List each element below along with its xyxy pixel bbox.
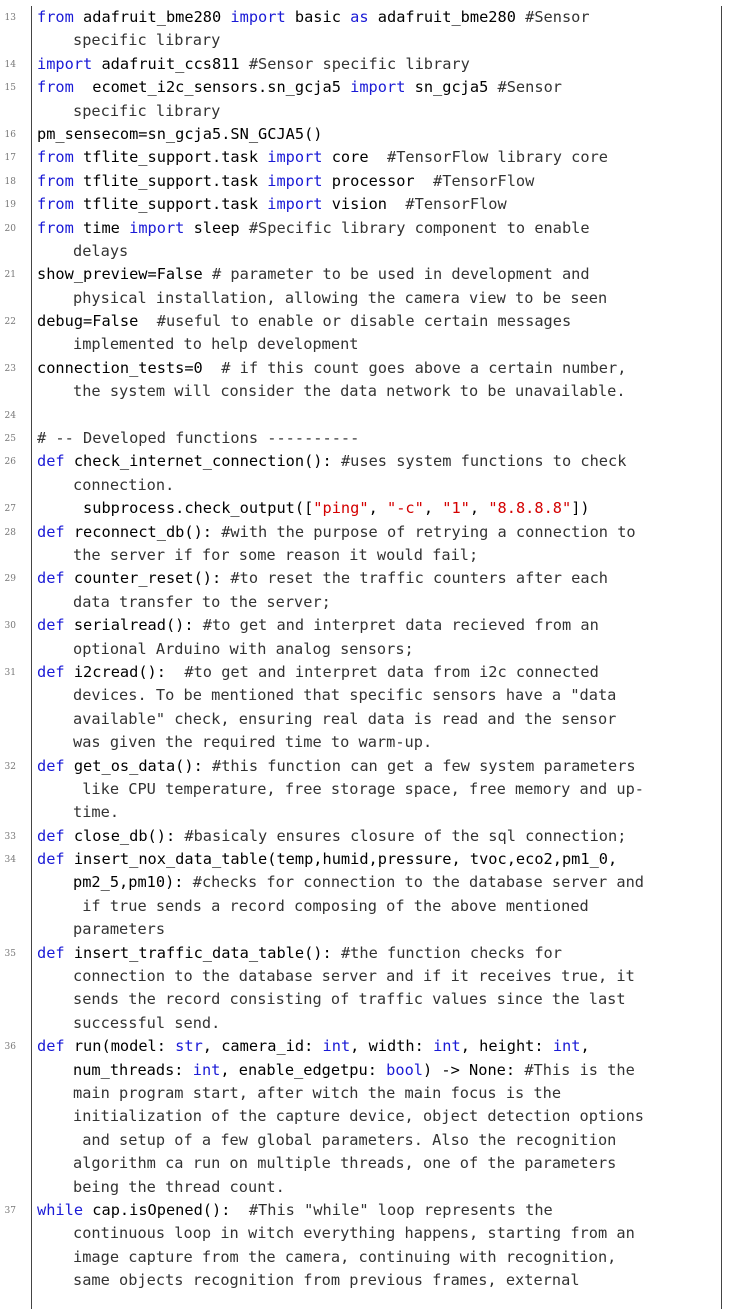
line-number: 18 [4,176,16,187]
code-comment: #to get and interpret data from i2c connected [184,662,599,681]
code-row [37,708,718,731]
code-string: "-c" [386,499,424,518]
code-text: subprocess.check_output([ [37,499,314,518]
code-row [37,427,718,450]
code-keyword: import [37,54,93,73]
code-line [0,521,732,568]
line-number: 32 [4,761,16,772]
code-row [37,567,718,590]
code-row [37,1176,718,1199]
code-row [37,497,718,520]
code-row [37,6,718,29]
code-row [37,404,718,427]
line-number: 33 [4,831,16,842]
code-comment: sends the record consisting of traffic values since the last [73,990,626,1009]
line-number: 26 [4,457,16,468]
code-text: , [469,499,489,518]
code-text: , height: [460,1037,553,1056]
code-line [0,123,732,146]
code-keyword: from [37,171,74,190]
code-keyword: import [350,78,406,97]
code-row [37,1082,718,1105]
code-comment: initialization of the capture device, object detection options [73,1107,644,1126]
code-row [37,661,718,684]
code-row [37,240,718,263]
code-row [37,357,718,380]
code-text: adafruit_bme280 [73,8,231,26]
line-number: 31 [4,667,16,678]
code-text: core [322,148,387,167]
code-text: , [368,499,387,518]
code-keyword: from [37,8,74,26]
line-number: 17 [4,153,16,164]
code-comment: #uses system functions to check [340,452,627,471]
code-comment: main program start, after witch the main focus is the [73,1083,562,1102]
code-keyword: int [322,1037,351,1056]
code-comment: the system will consider the data network to be unavailable. [73,382,626,401]
code-keyword: str [175,1037,203,1056]
code-text: close_db(): [64,826,185,845]
code-line [0,450,732,497]
code-text: adafruit_bme280 [368,8,526,26]
code-text: , camera_id: [202,1037,323,1056]
code-row [37,638,718,661]
code-comment: if true sends a record composing of the above mentioned [73,896,589,915]
code-row [37,380,718,403]
code-row [37,474,718,497]
code-text: , [580,1037,590,1056]
code-keyword: def [37,826,65,845]
code-keyword: def [37,522,65,541]
code-keyword: int [433,1037,461,1056]
code-row [37,825,718,848]
code-text: counter_reset(): [64,569,231,588]
code-line [0,310,732,357]
code-comment: #TensorFlow [405,195,507,214]
code-comment: data transfer to the server; [73,592,331,611]
code-line [0,263,732,310]
code-row [37,895,718,918]
code-keyword: def [37,452,65,471]
code-text: check_internet_connection(): [64,452,341,471]
code-line [0,217,732,264]
line-number: 19 [4,200,16,211]
code-text: ]) [571,499,590,518]
code-row [37,1199,718,1222]
code-comment: specific library [73,101,221,120]
code-text: adafruit_ccs811 [92,54,249,73]
code-line [0,404,732,427]
code-text: serialread(): [64,616,203,635]
code-text: , width: [350,1037,434,1056]
code-text: pm_sensecom=sn_gcja5.SN_GCJA5() [37,124,323,143]
code-text: vision [322,195,406,214]
code-row [37,1105,718,1128]
line-number: 27 [4,504,16,515]
code-row [37,123,718,146]
code-comment: available" check, ensuring real data is read and the sensor [73,709,617,728]
code-keyword: import [267,171,323,190]
code-row [37,521,718,544]
code-line [0,1199,732,1293]
code-row [37,965,718,988]
code-row [37,1059,718,1082]
line-number: 15 [4,83,16,94]
code-row [37,801,718,824]
code-row [37,310,718,333]
code-text: get_os_data(): [64,756,212,775]
code-text: num_threads: [73,1060,193,1079]
code-row [37,170,718,193]
code-comment: being the thread count. [73,1177,285,1196]
code-keyword: def [37,756,65,775]
code-text: connection_tests=0 [37,358,222,377]
code-comment: connection to the database server and if it receives true, it [73,967,635,986]
code-line [0,146,732,169]
line-number: 14 [4,59,16,70]
code-text: show_preview=False [37,265,212,284]
code-comment: #to get and interpret data recieved from an [202,616,599,635]
code-keyword: def [37,662,65,681]
code-row [37,614,718,637]
code-comment: like CPU temperature, free storage space, free memory and up- [73,779,644,798]
code-comment: #This "while" loop represents the [248,1200,553,1219]
line-number: 16 [4,129,16,140]
code-comment: continuous loop in witch everything happens, starting from an [73,1224,635,1243]
code-keyword: from [37,195,74,214]
code-comment: #basicaly ensures closure of the sql connection; [184,826,627,845]
code-text: time [73,218,130,237]
code-line [0,848,732,942]
code-comment: #TensorFlow library core [386,148,609,167]
code-keyword: def [37,616,65,635]
code-comment: physical installation, allowing the camera view to be seen [73,288,608,307]
code-comment: #useful to enable or disable certain messages [156,312,572,331]
code-text: , [423,499,443,518]
code-row [37,942,718,965]
code-comment: same objects recognition from previous frames, external [73,1271,580,1290]
code-comment: parameters [73,920,166,939]
code-row [37,29,718,52]
code-text: sleep [184,218,249,237]
code-text: ) -> None: [423,1060,525,1079]
code-row [37,1246,718,1269]
code-row [37,287,718,310]
code-text: reconnect_db(): [64,522,222,541]
code-keyword: def [37,850,65,869]
code-line [0,497,732,520]
code-line [0,567,732,614]
code-row [37,263,718,286]
code-keyword: as [350,8,369,26]
code-keyword: def [37,569,65,588]
code-line [0,614,732,661]
code-text: run(model: [64,1037,176,1056]
code-keyword: int [552,1037,581,1056]
code-comment: #this function can get a few system parameters [212,756,636,775]
code-row [37,871,718,894]
code-row [37,100,718,123]
code-row [37,333,718,356]
code-comment: #Sensor specific library [248,54,470,73]
code-keyword: import [267,195,323,214]
code-comment: #Sensor [525,8,590,26]
code-comment: delays [73,241,129,260]
code-comment: # -- Developed functions ---------- [37,429,360,448]
code-comment: time. [73,803,120,822]
code-row [37,755,718,778]
code-row [37,1129,718,1152]
code-text: tflite_support.task [73,148,268,167]
code-comment: #TensorFlow [433,171,535,190]
code-comment: successful send. [73,1013,221,1032]
code-comment: #the function checks for [340,943,562,962]
code-line [0,193,732,216]
code-keyword: from [37,78,74,97]
code-row [37,1035,718,1058]
code-line [0,427,732,450]
code-line [0,76,732,123]
code-row [37,217,718,240]
line-number: 34 [4,855,16,866]
code-line [0,1035,732,1199]
code-line [0,825,732,848]
code-keyword: def [37,1037,65,1056]
code-text: debug=False [37,312,157,331]
line-number: 24 [4,410,16,421]
code-text: insert_nox_data_table(temp,humid,pressure, tvoc,eco2,pm1_0, [64,850,618,869]
code-row [37,53,718,76]
line-number: 25 [4,434,16,445]
code-line [0,661,732,755]
code-line [0,755,732,825]
code-string: "1" [442,499,470,518]
code-string: "8.8.8.8" [488,499,572,518]
code-row [37,778,718,801]
code-text: insert_traffic_data_table(): [64,943,341,962]
code-row [37,988,718,1011]
code-keyword: while [37,1200,84,1219]
line-number: 23 [4,363,16,374]
code-text: sn_gcja5 [405,78,498,97]
code-keyword: def [37,943,65,962]
code-line [0,53,732,76]
code-keyword: bool [386,1060,423,1079]
code-comment: optional Arduino with analog sensors; [73,639,414,658]
code-row [37,684,718,707]
code-keyword: from [37,148,74,167]
code-comment: connection. [73,475,175,494]
code-comment: the server if for some reason it would fail; [73,545,479,564]
code-comment: #This is the [524,1060,635,1079]
code-comment: devices. To be mentioned that specific sensors have a "data [73,686,617,705]
line-number: 13 [4,13,16,23]
line-number: 36 [4,1042,16,1053]
line-number: 35 [4,948,16,959]
code-row [37,1012,718,1035]
code-keyword: int [192,1060,221,1079]
code-listing [0,6,732,1292]
line-number: 22 [4,317,16,328]
code-keyword: import [129,218,185,237]
code-row [37,146,718,169]
line-number: 37 [4,1205,16,1216]
code-keyword: import [230,8,286,26]
code-comment: image capture from the camera, continuing with recognition, [73,1247,617,1266]
code-comment: specific library [73,31,221,50]
code-comment: and setup of a few global parameters. Also the recognition [73,1130,617,1149]
code-comment: # parameter to be used in development and [211,265,590,284]
code-comment: #checks for connection to the database server and [192,873,645,892]
code-comment: #to reset the traffic counters after each [230,569,609,588]
code-text: basic [285,8,351,26]
code-comment: #Specific library component to enable [248,218,590,237]
line-number: 21 [4,270,16,281]
code-comment: #with the purpose of retrying a connection to [221,522,636,541]
code-string: "ping" [313,499,369,518]
code-row [37,76,718,99]
code-text: ecomet_i2c_sensors.sn_gcja5 [73,78,351,97]
code-comment: #Sensor [497,78,562,97]
code-row [37,450,718,473]
code-row [37,193,718,216]
line-number: 30 [4,621,16,632]
code-line [0,942,732,1036]
code-text: tflite_support.task [73,195,268,214]
code-line [0,170,732,193]
code-row [37,731,718,754]
code-comment: implemented to help development [73,335,359,354]
code-row [37,1222,718,1245]
code-keyword: import [267,148,323,167]
code-line [0,357,732,404]
code-text: tflite_support.task [73,171,268,190]
code-keyword: from [37,218,74,237]
code-text: cap.isOpened(): [83,1200,249,1219]
code-text: i2cread(): [64,662,185,681]
code-row [37,848,718,871]
code-row [37,591,718,614]
code-row [37,1152,718,1175]
code-row [37,918,718,941]
line-number: 29 [4,574,16,585]
code-row [37,544,718,567]
code-row [37,1269,718,1292]
line-number: 20 [4,223,16,234]
code-comment: algorithm ca run on multiple threads, one of the parameters [73,1154,617,1173]
code-text: , enable_edgetpu: [220,1060,387,1079]
code-comment: was given the required time to warm-up. [73,733,433,752]
code-text: pm2_5,pm10): [73,873,193,892]
code-comment: # if this count goes above a certain number, [221,358,627,377]
code-line [0,6,732,53]
code-text: processor [322,171,434,190]
line-number: 28 [4,527,16,538]
